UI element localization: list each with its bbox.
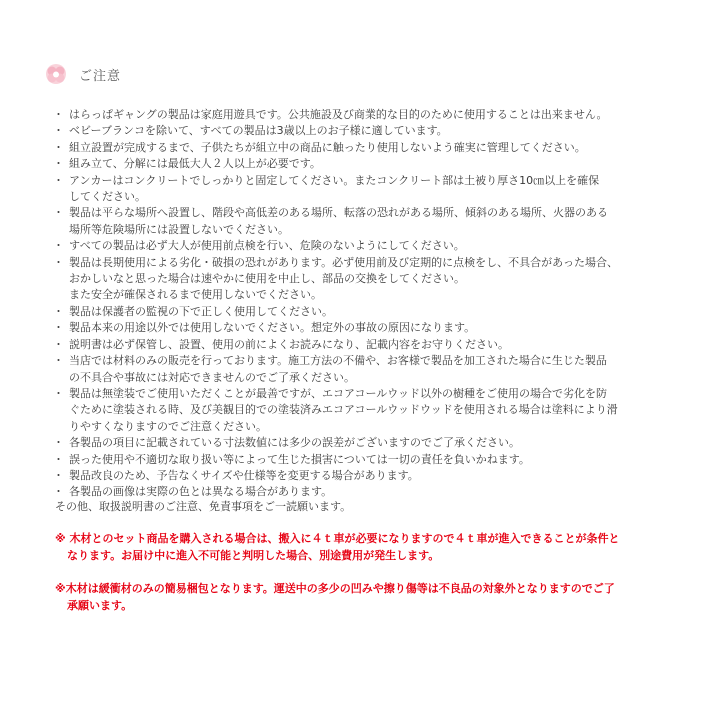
warning-packaging: ※木材は緩衝材のみの簡易梱包となります。運送中の多少の凹みや擦り傷等は不良品の対象外となりますのでご了 承願います。: [55, 582, 615, 612]
notice-item: ・ すべての製品は必ず大人が使用前点検を行い、危険のないようにしてください。: [55, 238, 675, 254]
notice-item: ・ 組み立て、分解には最低大人２人以上が必要です。: [55, 156, 675, 172]
notice-item: ・ 製品は長期使用による劣化・破損の恐れがあります。必ず使用前及び定期的に点検をし、不具合があった場合、 おかしいなと思った場合は速やかに使用を中止し、部品の交換をしてください。 また安全が確保されるまで使用しないでください。: [55, 255, 675, 304]
notice-item: ・ 組立設置が完成するまで、子供たちが組立中の商品に触ったり使用しないよう確実に管理してください。: [55, 140, 675, 156]
notice-list: [55, 107, 675, 501]
notice-item: ・ 誤った使用や不適切な取り扱い等によって生じた損害については一切の責任を負いかねます。: [55, 452, 675, 468]
notice-item: ・ 当店では材料のみの販売を行っております。施工方法の不備や、お客様で製品を加工された場合に生じた製品 の不具合や事故には対応できませんのでご了承ください。: [55, 353, 675, 386]
notice-item: ・ 説明書は必ず保管し、設置、使用の前によくお読みになり、記載内容をお守りください。: [55, 337, 675, 353]
notice-item: ・ アンカーはコンクリートでしっかりと固定してください。またコンクリート部は土被り厚さ10㎝以上を確保 してください。: [55, 173, 675, 206]
notice-item: ・ 製品改良のため、予告なくサイズや仕様等を変更する場合があります。: [55, 468, 675, 484]
notice-item: ・ はらっぱギャングの製品は家庭用遊具です。公共施設及び商業的な目的のために使用することは出来ません。: [55, 107, 675, 123]
closing-note: その他、取扱説明書のご注意、免責事項をご一読願います。: [55, 500, 352, 513]
notice-item: ・ 製品は保護者の監視の下で正しく使用してください。: [55, 304, 675, 320]
notice-item: ・ ベビーブランコを除いて、すべての製品は3歳以上のお子様に適しています。: [55, 123, 675, 139]
notice-item: ・ 各製品の画像は実際の色とは異なる場合があります。: [55, 484, 675, 500]
pink-flower-icon: [45, 63, 67, 85]
warning-truck-delivery: ※ 木材とのセット商品を購入される場合は、搬入に４ｔ車が必要になりますので４ｔ車が進入できることが条件と なります。お届け中に進入不可能と判明した場合、別途費用が発生します。: [55, 532, 620, 562]
notice-item: ・ 製品は無塗装でご使用いただくことが最善ですが、エコアコールウッド以外の樹種をご使用の場合で劣化を防 ぐために塗装される時、及び美観目的での塗装済みエコアコールウッドウッドを使用される場合は塗料により滑 りやすくなりますのでご注意ください。: [55, 386, 675, 435]
notice-item: ・ 製品本来の用途以外では使用しないでください。想定外の事故の原因になります。: [55, 320, 675, 336]
section-header: [45, 63, 121, 85]
notice-item: ・ 製品は平らな場所へ設置し、階段や高低差のある場所、転落の恐れがある場所、傾斜のある場所、火器のある 場所等危険場所には設置しないでください。: [55, 205, 675, 238]
notice-item: ・ 各製品の項目に記載されている寸法数値には多少の誤差がございますのでご了承ください。: [55, 435, 675, 451]
section-title: ご注意: [79, 68, 122, 84]
